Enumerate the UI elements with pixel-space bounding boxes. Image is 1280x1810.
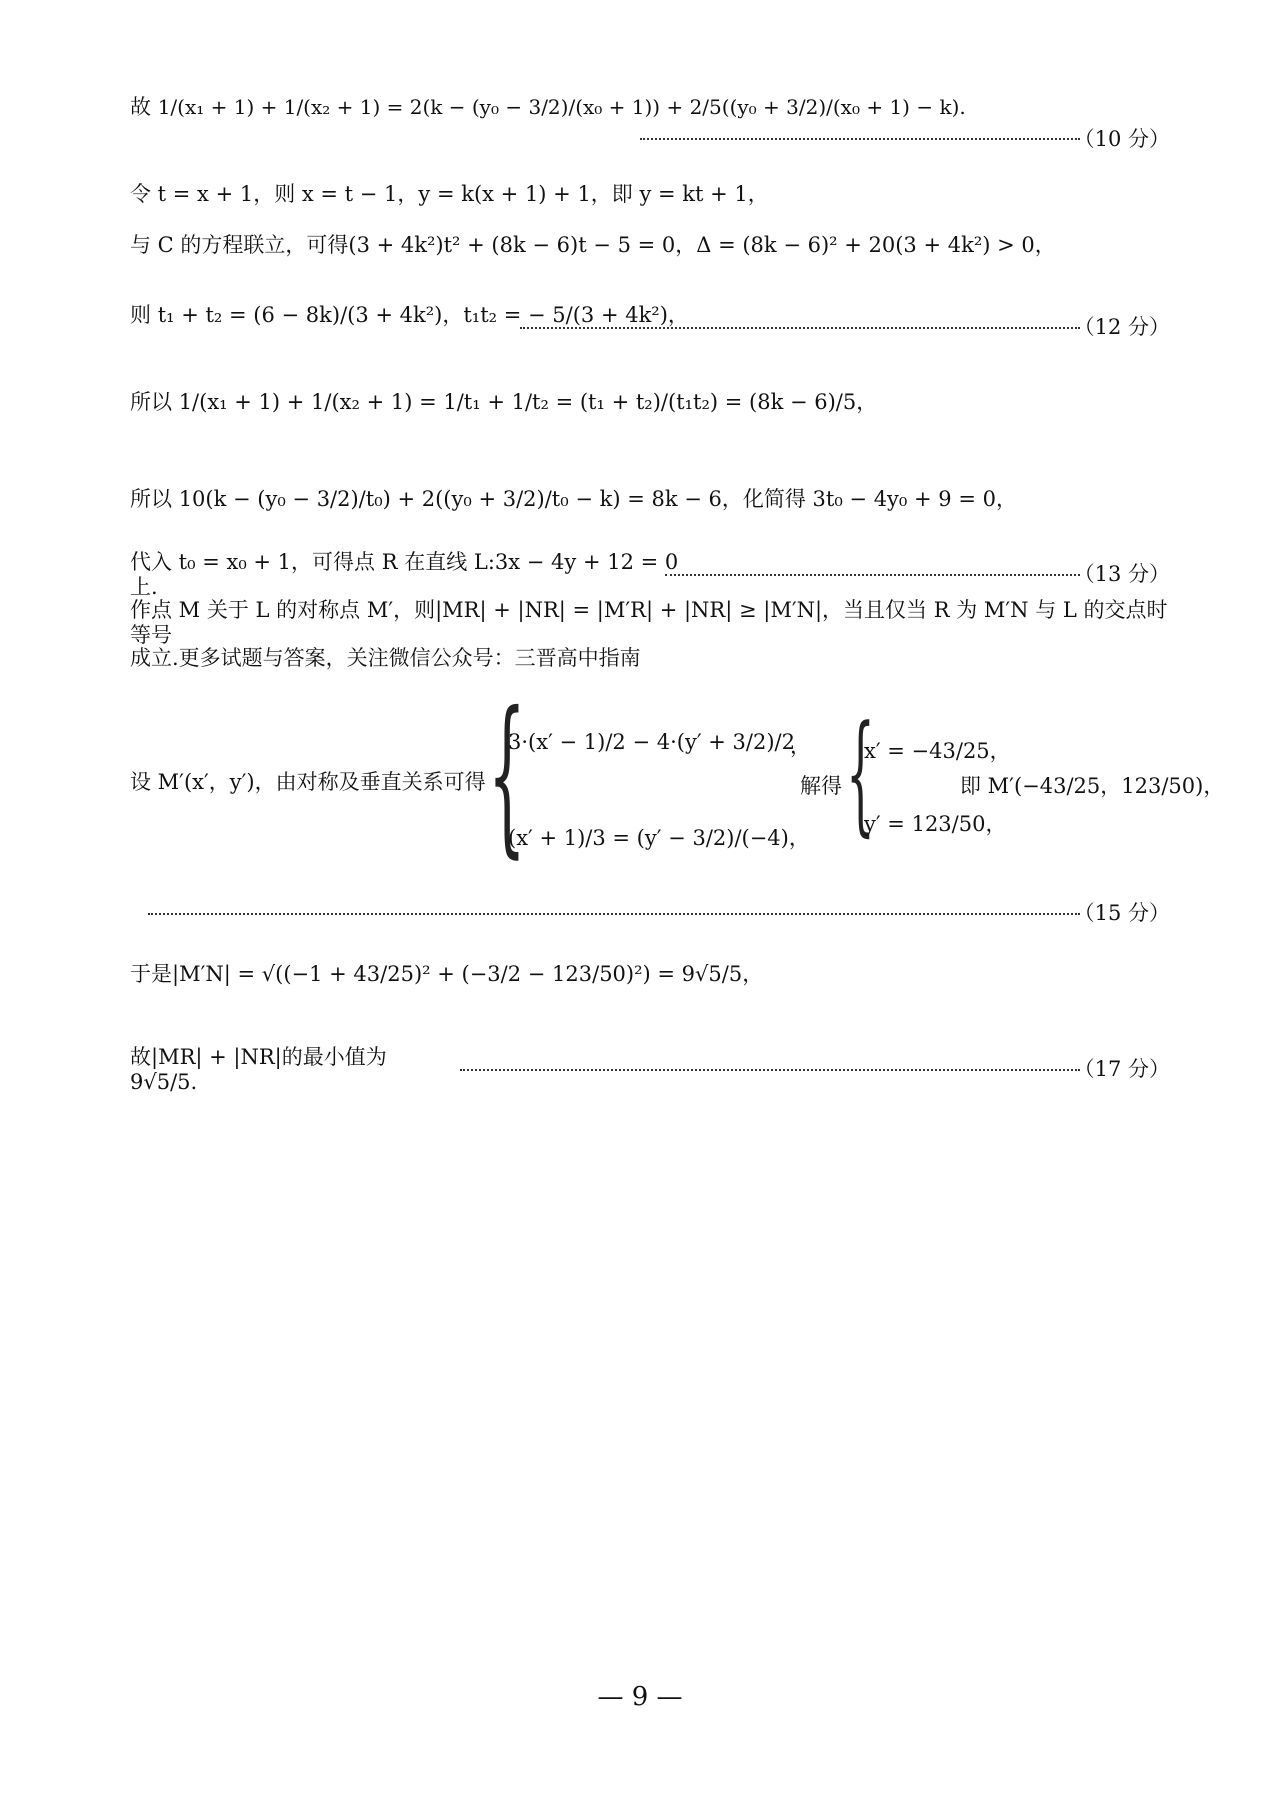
page-number: — 9 — [597, 1682, 683, 1712]
line-1-lead: 故 [130, 95, 151, 119]
line-6 [130, 487, 1170, 512]
line-13-lead: 故|MR| + |NR|的最小值为 [130, 1045, 387, 1069]
system-eq-2: (x′ + 1)/3 = (y′ − 3/2)/(−4)， [508, 826, 810, 850]
score-leader-dots [665, 574, 1080, 576]
line-5-expr: 1/(x₁ + 1) + 1/(x₂ + 1) = 1/t₁ + 1/t₂ = (t₁ + t₂)/(t₁t₂) = (8k − 6)/5， [178, 390, 878, 414]
line-3: 与 C 的方程联立，可得(3 + 4k²)t² + (8k − 6)t − 5 = 0，Δ = (8k − 6)² + 20(3 + 4k²) > 0， [130, 233, 1056, 257]
line-12-lead: 于是|M′N| = [130, 962, 256, 986]
score-mark-15: （15 分） [1073, 901, 1170, 925]
left-brace: { [488, 676, 526, 874]
system-eq-1-expr: 3·(x′ − 1)/2 − 4·(y′ + 3/2)/2 [508, 730, 795, 754]
score-leader-dots [520, 327, 1080, 329]
line-2: 令 t = x + 1，则 x = t − 1，y = k(x + 1) + 1，即 y = kt + 1， [130, 182, 769, 206]
score-mark-17: （17 分） [1073, 1057, 1170, 1081]
line-5 [130, 390, 1170, 415]
line-5-lead: 所以 [130, 390, 172, 414]
line-12-expr: √((−1 + 43/25)² + (−3/2 − 123/50)²) = 9√5/5， [261, 962, 764, 986]
score-leader-dots [640, 138, 1080, 140]
solve-label: 解得 [800, 774, 842, 798]
line-7: 代入 t₀ = x₀ + 1，可得点 R 在直线 L:3x − 4y + 12 = 0 上. [130, 550, 679, 600]
system-eq-1-tail: ， [790, 734, 811, 758]
solution-x: x′ = −43/25， [864, 739, 1011, 763]
solution-y: y′ = 123/50， [864, 812, 1007, 836]
line-1 [130, 95, 1170, 120]
solution-point: 即 M′(−43/25，123/50)， [960, 774, 1225, 798]
line-10-lead: 设 M′(x′，y′)，由对称及垂直关系可得 [130, 770, 486, 794]
score-mark-10: （10 分） [1073, 127, 1170, 151]
line-1-expr: 1/(x₁ + 1) + 1/(x₂ + 1) = 2(k − (y₀ − 3/2)/(x₀ + 1)) + 2/5((y₀ + 3/2)/(x₀ + 1) − k). [157, 95, 966, 119]
line-6-expr: 10(k − (y₀ − 3/2)/t₀) + 2((y₀ + 3/2)/t₀ − k) = 8k − 6，化简得 3t₀ − 4y₀ + 9 = 0， [178, 487, 1017, 511]
left-brace-solution: { [846, 697, 875, 849]
line-12 [130, 962, 1170, 987]
score-leader-dots [460, 1069, 1080, 1071]
line-13-expr: 9√5/5. [130, 1070, 198, 1095]
score-mark-12: （12 分） [1073, 315, 1170, 339]
score-mark-13: （13 分） [1073, 562, 1170, 586]
line-4-lead: 则 [130, 303, 151, 327]
line-4-expr: t₁ + t₂ = (6 − 8k)/(3 + 4k²)，t₁t₂ = − 5/(3 + 4k²)， [157, 303, 689, 327]
line-9: 成立.更多试题与答案，关注微信公众号：三晋高中指南 [130, 646, 641, 670]
line-4 [130, 303, 1170, 328]
system-eq-1 [508, 730, 795, 754]
line-13 [130, 1045, 460, 1095]
line-8: 作点 M 关于 L 的对称点 M′，则|MR| + |NR| = |M′R| + |NR| ≥ |M′N|，当且仅当 R 为 M′N 与 L 的交点时等号 [130, 598, 1168, 648]
score-leader-dots [148, 913, 1080, 915]
line-6-lead: 所以 [130, 487, 172, 511]
